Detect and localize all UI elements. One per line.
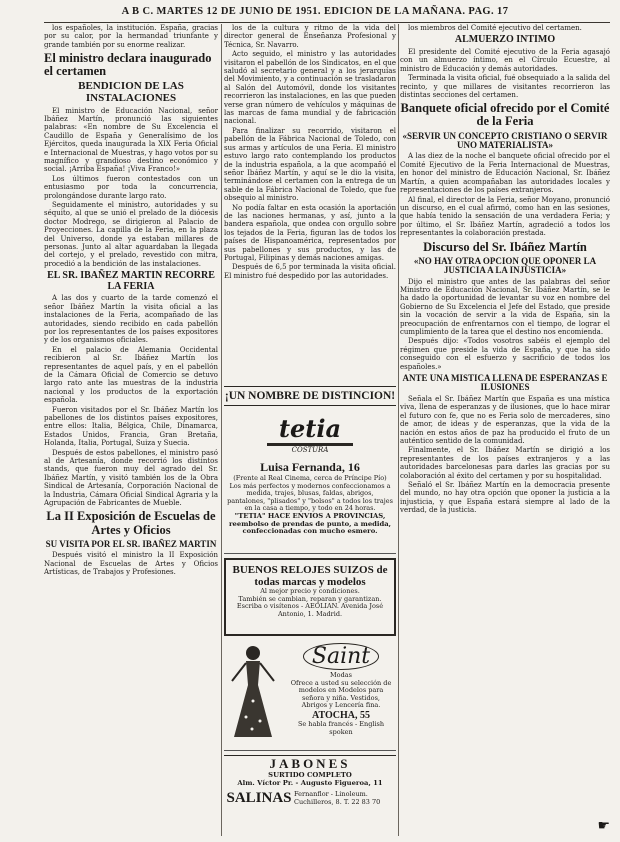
article-paragraph: Después de estos pabellones, el ministro pasó al de Artesanía, donde recorrió los distintos stands, que fueron muy del agrado del Sr. Ibáñez Martín, y visitó también los de la Obra Sindical de Artesanía, Corporación Nacional de la Industria, Cámara Oficial Sindical Agraria y la Agrupación de Fabricantes de Mueble. <box>44 448 218 508</box>
salinas-row <box>224 790 396 807</box>
saint-info <box>286 641 396 750</box>
article-paragraph: Después dijo: «Todos vosotros sabéis el ejemplo del régimen que preside la vida de España, y que ha sido conseguido con el esfuerzo y sacrificio de todos los españoles.» <box>400 337 610 371</box>
article-paragraph: Terminada la visita oficial, fué obsequiado a la salida del recinto, y que millares de visitantes recorrieron las distintas secciones del certamen. <box>400 74 610 99</box>
article-paragraph: Finalmente, el Sr. Ibáñez Martín se dirigió a los representantes de los países extranjeros y a las autoridades barcelonesas para darles las gracias por su colaboración al éxito del certamen y por su hospitalidad. <box>400 446 610 480</box>
tetia-logo: tetia <box>267 414 353 446</box>
article-paragraph: Seguidamente el ministro, autoridades y su séquito, al que se unió el prelado de la diócesis doctor Modrego, se dirigieron al Palacio de Proyecciones. La capilla de la Feria, en la plaza del Universo, donde ya estaban millares de personas. Junto al altar aguardaban la llegada del cortejo, y el prelado, revestido con mitra, procedió a la bendición de las instalaciones. <box>44 201 218 268</box>
headline: La II Exposición de Escuelas de Artes y Oficios <box>46 509 216 537</box>
article-paragraph: Después de 6,5 por terminada la visita oficial. El ministro fué despedido por las autoridades. <box>224 263 396 280</box>
subheadline: «NO HAY OTRA OPCION QUE OPONER LA JUSTICIA A LA INJUSTICIA» <box>413 255 597 276</box>
article-paragraph: Señaló el Sr. Ibáñez Martín en la democracia presente del mundo, no hay otra opción que oponer la justicia a la injusticia, y que España estará siempre al lado de la verdad, de la justicia. <box>400 480 610 515</box>
column-divider <box>221 24 222 836</box>
saint-address-note: Se habla francés - English spoken <box>297 719 385 736</box>
article-paragraph: En el palacio de Alemania Occidental recibieron al Sr. Ibáñez Martín los representantes de aquel país, y en el pabellón de la Cámara Oficial de Comercio se detuvo largo rato ante las muestras de la industria nacional y los productos de la exportación española. <box>44 345 218 405</box>
article-paragraph: El ministro de Educación Nacional, señor Ibáñez Martín, pronunció las siguientes palabras: «En nombre de Su Excelencia el Caudillo de España y Generalísimo de los Ejércitos, queda inaugurada la XIX Feria Oficial e Internacional de Muestras, y hago votos por su magnífico y grandioso destino económico y social. ¡Arriba España! ¡Viva Franco!» <box>44 106 218 174</box>
article-paragraph: Fueron visitados por el Sr. Ibáñez Martín los pabellones de los distintos países expositores, entre ellos: Italia, Bélgica, Chile, Dinamarca, Estados Unidos, Francia, Gran Bretaña, Holanda, Italia, Portugal, Suiza y Suecia. <box>44 405 218 448</box>
article-paragraph: A las dos y cuarto de la tarde comenzó el señor Ibáñez Martín la visita oficial a las instalaciones de la Feria, acompañado de las autoridades, siendo recibido en cada pabellón por los representantes de los países expositores y de los organismos oficiales. <box>44 294 218 345</box>
subheadline: EL SR. IBAÑEZ MARTIN RECORRE LA FERIA <box>47 270 215 292</box>
column-1 <box>44 24 218 836</box>
jabones-ad <box>224 755 396 807</box>
article-paragraph: los españoles, la institución. España, gracias por su calor, por la hermandad triunfante y grande también por su enorme realizar. <box>44 24 218 49</box>
salinas-name: SALINAS <box>226 790 292 807</box>
article-paragraph: Al final, el director de la Feria, señor Moyano, pronunció un discurso, en el cual afirmó, como han en las sesiones, que había tenido la sensación de una verdadera Feria; y por último, el Sr. Ibáñez Martín, agradeció a todos los representantes la colaboración prestada. <box>400 195 610 238</box>
tetia-logo-sub: COSTURA <box>291 446 329 454</box>
headline: El ministro declara inaugurado el certamen <box>44 51 212 79</box>
article-paragraph: El presidente del Comité ejecutivo de la Feria agasajó con un almuerzo íntimo, en el Círculo Ecuestre, al ministro de Educación y demás autoridades. <box>400 47 610 73</box>
relojes-line: Escriba o visítenos - AEOLIAN. Avenida José Antonio, 1. Madrid. <box>236 602 384 618</box>
jabones-title: JABONES <box>269 756 351 771</box>
page-header: A B C. MARTES 12 DE JUNIO DE 1951. EDICION DE LA MAÑANA. PAG. 17 <box>121 6 509 17</box>
saint-logo-sub: Modas <box>330 671 352 679</box>
subheadline: ANTE UNA MISTICA LLENA DE ESPERANZAS E ILUSIONES <box>402 373 608 393</box>
saint-logo: Saint <box>303 643 379 670</box>
article-paragraph: Señala el Sr. Ibáñez Martín que España es una mística viva, llena de esperanzas y de ilusiones, que lo hace mirar el futuro con fe, que no es Feria solo de mercaderes, sino de amor, de ideas y de esperanzas, que la vida de la nación en estos años de paz ha producido el fruto de un auténtico sentido de la comunidad. <box>400 394 610 445</box>
article-paragraph: Para finalizar su recorrido, visitaron el pabellón de la Fábrica Nacional de Toledo, con sus armas y artículos de una Feria. El ministro estuvo largo rato contemplando los productos de la industria española, a la que acompañó el señor Ibáñez Martín, y aquí se le dio la visita, terminándose el certamen con la entrega de un sable de la Fábrica Nacional de Toledo, que fue obsequio al ministro. <box>224 126 396 203</box>
relojes-ad <box>224 558 396 636</box>
relojes-line: Al mejor precio y condiciones. <box>260 587 360 595</box>
article-paragraph: Después visitó el ministro la II Exposición Nacional de Escuelas de Artes y Oficios Artísticas, de Trabajos y Profesiones. <box>44 551 218 576</box>
article-paragraph: Los últimos fueron contestados con un entusiasmo por toda la concurrencia, prolongándose durante largo rato. <box>44 174 218 200</box>
relojes-title: BUENOS RELOJES SUIZOS de todas marcas y modelos <box>232 564 388 588</box>
tetia-address-note: (Frente al Real Cinema, cerca de Príncipe Pío) <box>233 474 387 482</box>
article-paragraph: Dijo el ministro que antes de las palabras del señor Ministro de Educación Nacional, Sr. Ibáñez Martín, se le ha dado la oportunidad de levantar su voz en nombre del Gobierno de Su Excelencia el Jefe del Estado, que preside sin la vocación de servir a la vida de España, sin la preocupación de enfrentarnos con el tiempo, de lograr el cumplimiento de la tarea que el destino nos encomienda. <box>400 277 610 336</box>
article-paragraph: A las diez de la noche el banquete oficial ofrecido por el Comité Ejecutivo de la Feria Internacional de Muestras, en honor del ministro de Educación Nacional, Sr. Ibáñez Martín, a quien acompañaban las autoridades locales y representaciones de los países extranjeros. <box>400 152 610 195</box>
advertisements <box>224 386 396 836</box>
hand-pointer-icon: ☛ <box>597 818 610 834</box>
column-divider <box>398 24 399 836</box>
header-rule <box>44 22 610 23</box>
tetia-bold-note: "TETIA" HACE ENVIOS A PROVINCIAS, reembolso de prendas de punto, a medida, confeccionadas con mucho esmero. <box>228 511 392 536</box>
headline: Banquete oficial ofrecido por el Comité de la Feria <box>400 101 610 129</box>
tetia-address: Luisa Fernanda, 16 <box>260 460 360 474</box>
ad-banner: ¡UN NOMBRE DE DISTINCION! <box>224 386 396 406</box>
headline: Discurso del Sr. Ibáñez Martín <box>423 239 587 254</box>
column-2 <box>224 24 396 404</box>
jabones-line: Alm. Víctor Pr. - Augusto Figueroa, 11 <box>237 778 383 787</box>
saint-address: ATOCHA, 55 <box>312 709 370 721</box>
tetia-description: Los más perfectos y modernos confeccionamos a medida, trajes, blusas, faldas, abrigos, pantalones, "plisados" y "bolsos" a todos los trajes en la casa a tiempo, y todo en 24 horas. <box>227 481 393 513</box>
subheadline: «SERVIR UN CONCEPTO CRISTIANO O SERVIR UNO MATERIALISTA» <box>402 130 608 151</box>
fashion-figure-icon <box>224 641 282 745</box>
tetia-ad <box>224 412 396 554</box>
subheadline: SU VISITA POR EL SR. IBAÑEZ MARTIN <box>45 538 217 549</box>
saint-description: Ofrece a usted su selección de modelos en Modelos para señora y niña. Vestidos, Abrigos y Lencería fina. <box>290 678 392 710</box>
subheadline: ALMUERZO INTIMO <box>454 34 556 46</box>
column-3 <box>400 24 610 836</box>
article-paragraph: Acto seguido, el ministro y las autoridades visitaron el pabellón de los Sindicatos, en el que saludó al secretario general y a los jerarquías del Movimiento, y a continuación se trasladaron al Salón del Automóvil, donde los visitantes recorrieron las instalaciones, en las que pueden verse gran número de vehículos y máquinas de las marcas de fama mundial y de fabricación nacional. <box>224 50 396 126</box>
subheadline: BENDICION DE LAS INSTALACIONES <box>78 80 184 105</box>
jabones-sub: SURTIDO COMPLETO <box>268 771 352 779</box>
article-paragraph: No podía faltar en esta ocasión la aportación de las naciones hermanas, y así, junto a la bandera española, que ondea con orgullo sobre los tejados de la Feria, figuran las de todos los países de Hispanoamérica, representados por sus pabellones y sus productos, y las de Portugal, Filipinas y demás naciones amigas. <box>224 203 396 262</box>
saint-ad <box>224 641 396 751</box>
article-paragraph: los miembros del Comité ejecutivo del certamen. <box>408 24 582 32</box>
salinas-info: Fernanflor - Linoleum. Cuchilleros, 8. T. 22 83 70 <box>294 790 381 806</box>
relojes-line: También se cambian, reparan y garantizan. <box>238 594 382 603</box>
article-paragraph: los de la cultura y ritmo de la vida del director general de Enseñanza Profesional y Técnica, Sr. Navarro. <box>224 24 396 49</box>
